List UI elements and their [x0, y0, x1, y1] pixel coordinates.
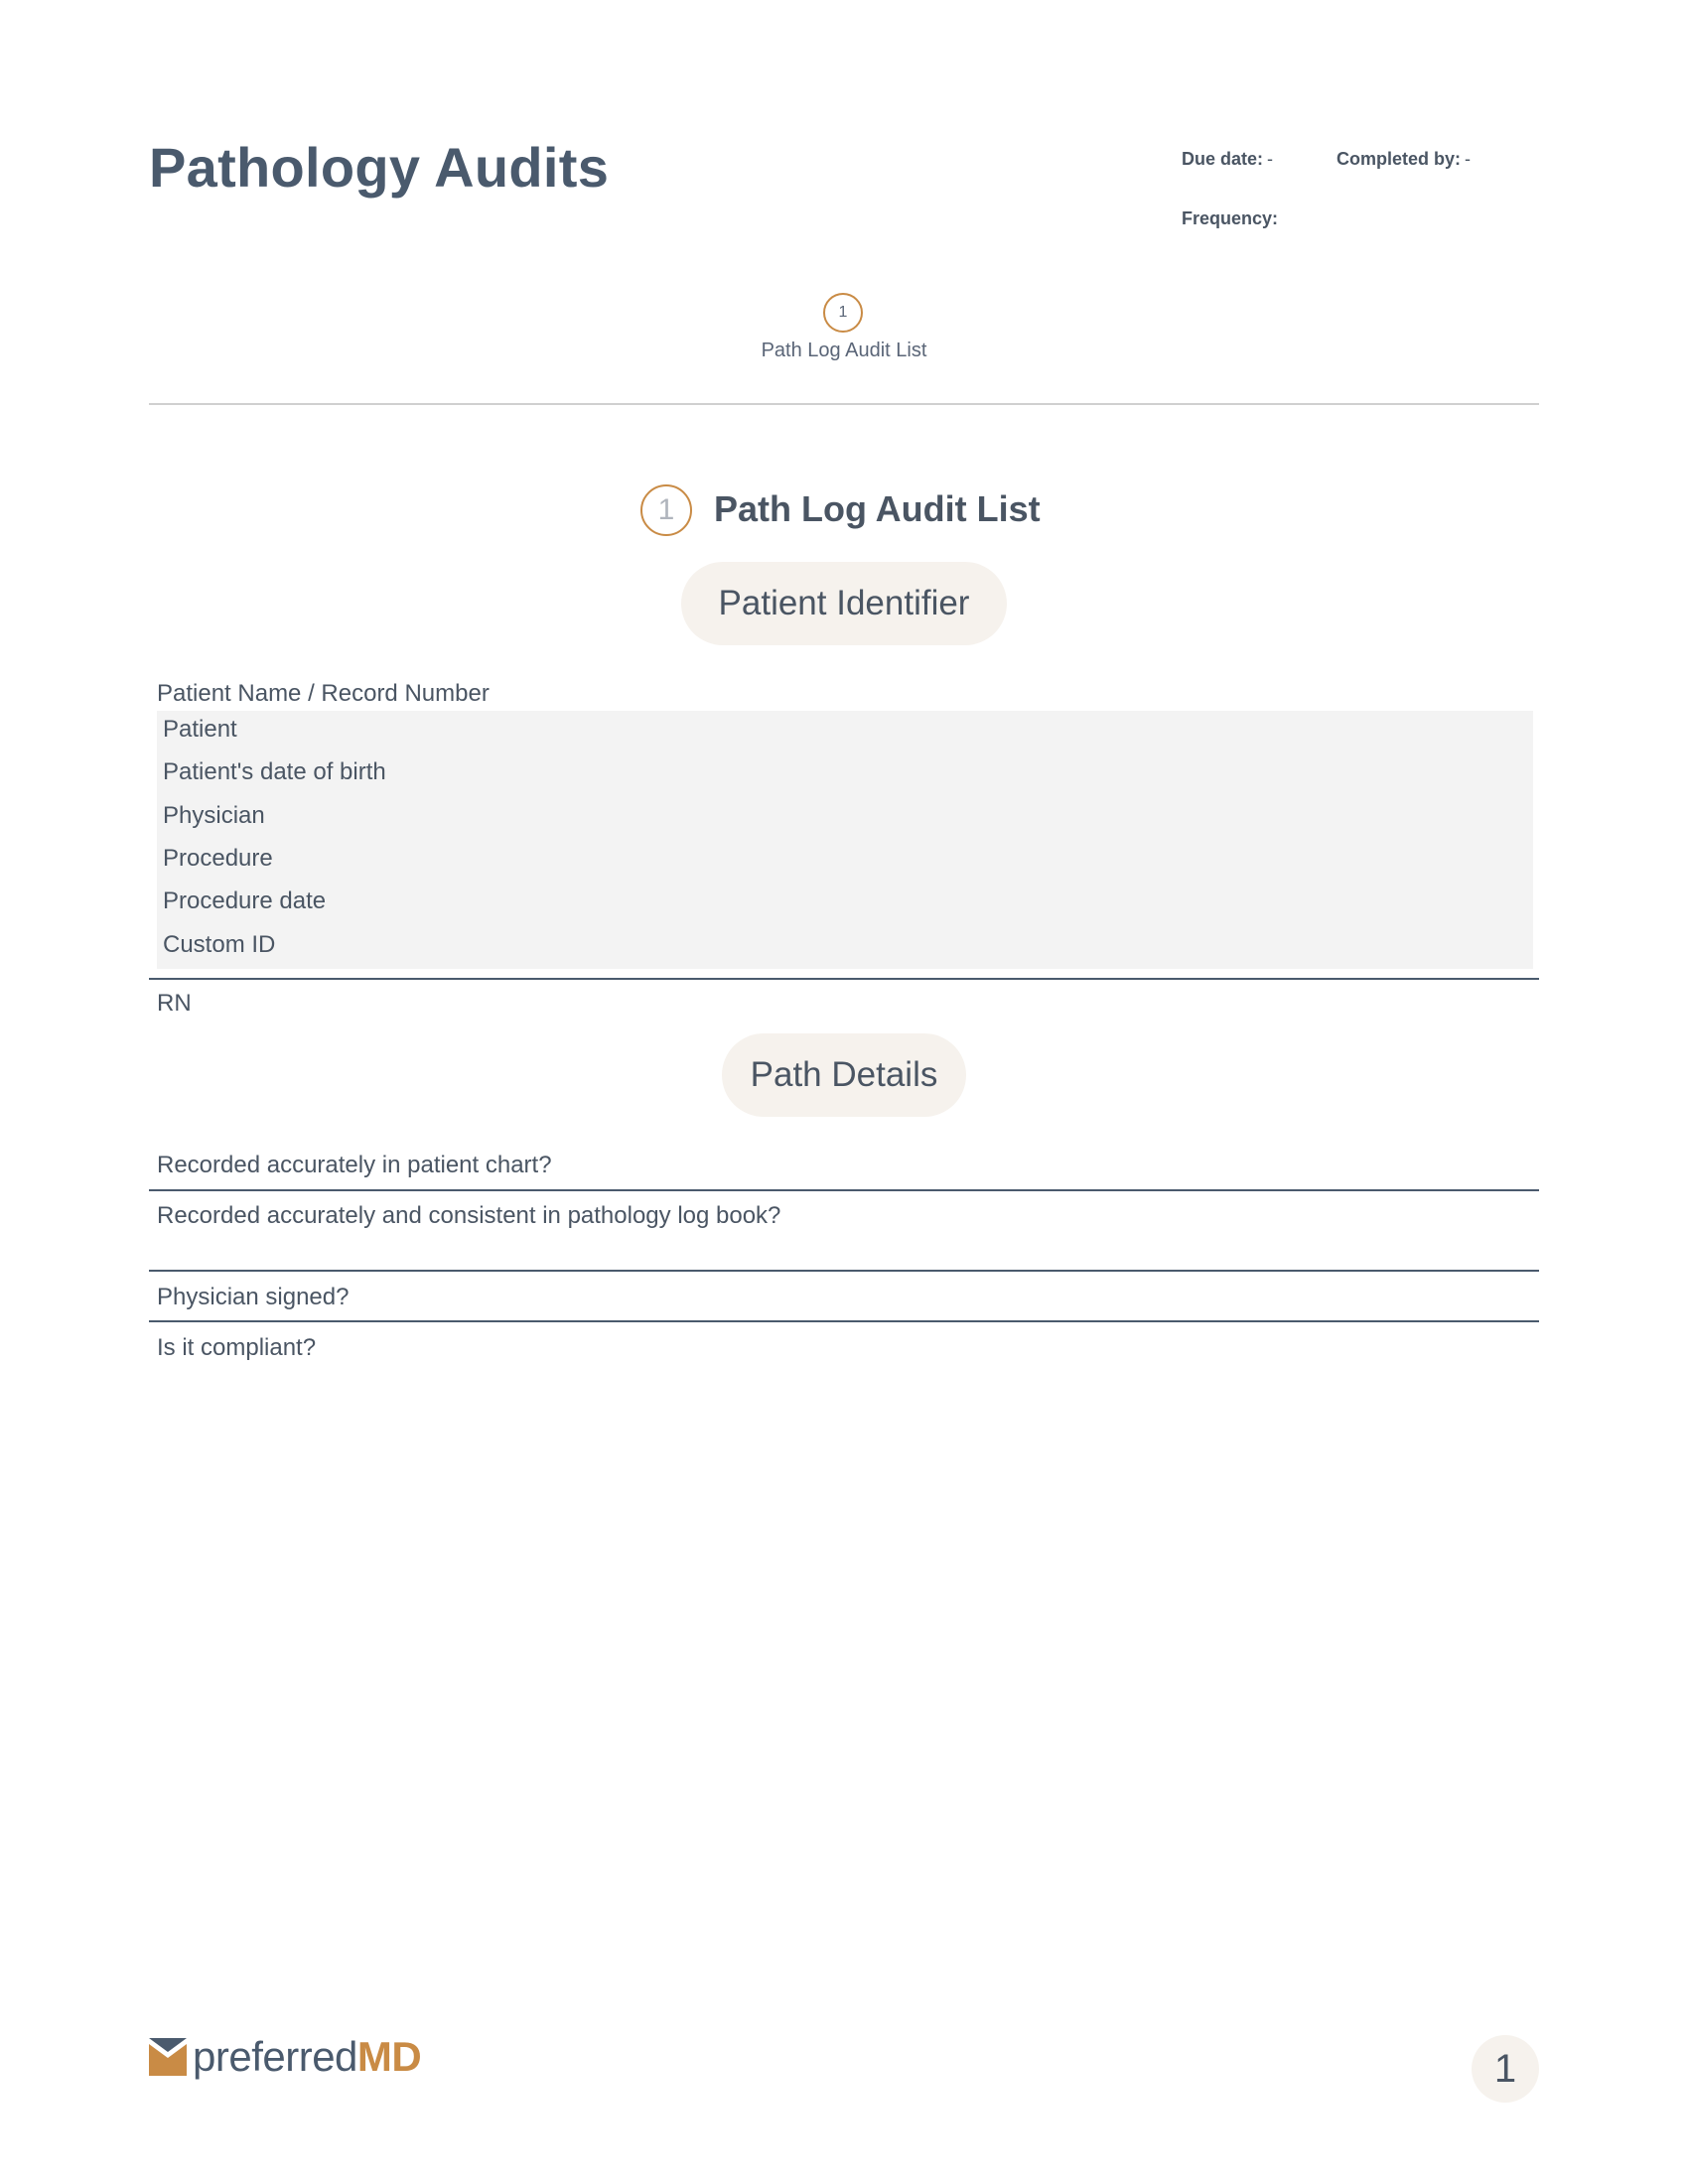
due-date-label: Due date: — [1182, 149, 1264, 169]
path-details-heading: Path Details — [722, 1033, 966, 1117]
question-physician-signed: Physician signed? — [157, 1284, 350, 1310]
patient-record-answer: RN — [157, 990, 192, 1017]
section-title: Path Log Audit List — [714, 488, 1041, 529]
completed-by-label: Completed by: — [1336, 149, 1462, 169]
completed-by-value: - — [1465, 149, 1472, 169]
option-patient-dob[interactable]: Patient's date of birth — [163, 758, 386, 785]
question-pathology-log: Recorded accurately and consistent in pathology log book? — [157, 1202, 781, 1229]
question-divider — [149, 1189, 1539, 1191]
step-indicator[interactable]: 1 — [823, 293, 863, 333]
page-title: Pathology Audits — [149, 136, 610, 199]
question-divider — [149, 1270, 1539, 1272]
question-compliant: Is it compliant? — [157, 1334, 317, 1361]
question-patient-chart: Recorded accurately in patient chart? — [157, 1152, 552, 1178]
frequency-label: Frequency: — [1182, 208, 1279, 228]
section-number: 1 — [640, 484, 692, 536]
field-divider — [149, 978, 1539, 980]
option-procedure-date[interactable]: Procedure date — [163, 887, 327, 914]
preferredmd-logo — [149, 2033, 421, 2081]
patient-record-label: Patient Name / Record Number — [157, 680, 490, 707]
patient-identifier-heading: Patient Identifier — [681, 562, 1007, 645]
step-label[interactable]: Path Log Audit List — [761, 340, 927, 361]
question-divider — [149, 1320, 1539, 1322]
header-divider — [149, 403, 1539, 405]
option-custom-id[interactable]: Custom ID — [163, 931, 276, 958]
due-date — [1182, 149, 1273, 170]
option-physician[interactable]: Physician — [163, 802, 265, 829]
due-date-value: - — [1267, 149, 1274, 169]
completed-by — [1336, 149, 1471, 170]
logo-wordmark: preferredMD — [193, 2033, 422, 2080]
page-number: 1 — [1472, 2035, 1539, 2103]
patient-identifier-options — [157, 711, 1533, 969]
option-patient[interactable]: Patient — [163, 716, 237, 743]
checkmark-logo-icon — [149, 2038, 187, 2076]
option-procedure[interactable]: Procedure — [163, 845, 273, 872]
